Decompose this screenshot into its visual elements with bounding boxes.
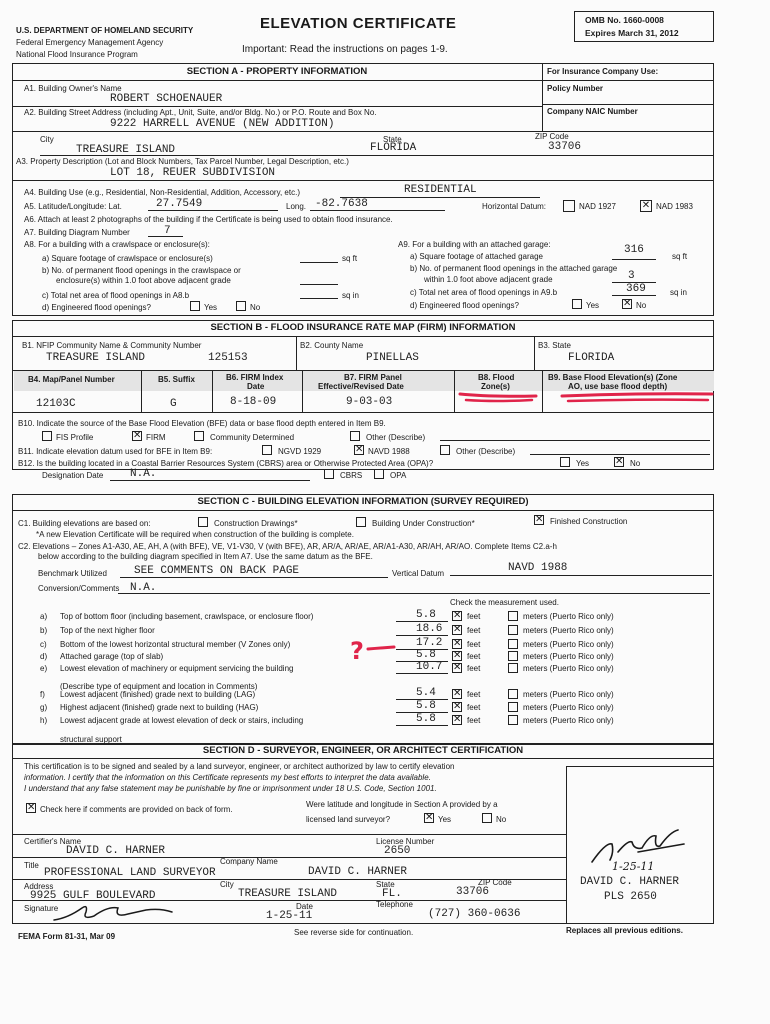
insurance-use-label: For Insurance Company Use: [547, 67, 659, 76]
row-letter: a) [40, 612, 48, 621]
c2-text-cont: below according to the building diagram specified in Item A7. Use the same datum as the BFE. [38, 552, 373, 561]
state-field[interactable]: FLORIDA [370, 142, 417, 154]
feet-label: feet [467, 664, 481, 673]
b11-label: B11. Indicate elevation datum used for BFE in Item B9: [18, 447, 213, 456]
feet-label: feet [467, 703, 481, 712]
a9d-no-label: No [636, 301, 647, 310]
feet-label: feet [467, 690, 481, 699]
certifier-name-label: Certifier's Name [24, 837, 82, 846]
map-panel-field[interactable]: 12103C [36, 398, 76, 410]
a8b-label-cont: enclosure(s) within 1.0 foot above adjacent grade [56, 276, 231, 285]
divider [12, 180, 714, 181]
zip-label-d: ZIP Code [478, 878, 512, 887]
divider [396, 635, 448, 636]
cbrs-no-checkbox[interactable]: ✕ [615, 456, 624, 467]
certification-text-2: information. I certify that the information on this Certificate represents my best efforts to interpret the data available. [24, 773, 431, 782]
seal-date: 1-25-11 [612, 860, 655, 873]
community-determined-checkbox[interactable] [194, 431, 204, 441]
construction-drawings-checkbox[interactable] [198, 517, 208, 527]
elevation-value-field[interactable]: 18.6 [416, 623, 443, 635]
divider [12, 131, 714, 132]
red-pen-highlight [450, 388, 720, 410]
telephone-label: Telephone [376, 900, 413, 909]
community-name-field[interactable]: TREASURE ISLAND [46, 352, 146, 364]
arrow-stroke [368, 647, 394, 649]
company-label: Company Name [220, 857, 278, 866]
b5-label: B5. Suffix [158, 375, 195, 384]
cbrs-no-label: No [630, 459, 641, 468]
b3-label: B3. State [538, 341, 571, 350]
other-source-label: Other (Describe) [366, 433, 426, 442]
meters-label: meters (Puerto Rico only) [523, 703, 614, 712]
title-label: Title [24, 861, 39, 870]
a9-label: A9. For a building with an attached garage: [398, 240, 551, 249]
longitude-label: Long. [286, 202, 307, 211]
b6-label-cont: Date [247, 382, 265, 391]
city-label: City [40, 135, 54, 144]
feet-checkbox[interactable]: ✕ [453, 650, 462, 661]
a4-label: A4. Building Use (e.g., Residential, Non-Residential, Addition, Accessory, etc.) [24, 188, 300, 197]
divider [141, 370, 142, 412]
divider [12, 336, 714, 337]
b7-label-cont: Effective/Revised Date [318, 382, 404, 391]
elevation-value-field[interactable]: 5.8 [416, 700, 436, 712]
meters-checkbox[interactable] [508, 663, 518, 673]
license-field[interactable]: 2650 [384, 845, 411, 857]
a6-label: A6. Attach at least 2 photographs of the building if the Certificate is being used to obtain flood insurance. [24, 215, 393, 224]
row-letter: b) [40, 626, 48, 635]
seal-pls: PLS 2650 [604, 891, 657, 903]
divider [12, 106, 542, 107]
form-number: FEMA Form 81-31, Mar 09 [18, 932, 116, 941]
certifier-signature[interactable] [48, 898, 178, 926]
a5-label: A5. Latitude/Longitude: Lat. [24, 202, 122, 211]
divider [534, 336, 535, 370]
a7-label: A7. Building Diagram Number [24, 228, 130, 237]
b6-label: B6. FIRM Index [226, 373, 284, 382]
row-label: Attached garage (top of slab) [60, 652, 164, 661]
other-datum-label: Other (Describe) [456, 447, 516, 456]
nad1927-label: NAD 1927 [579, 202, 616, 211]
row-label: Top of the next higher floor [60, 626, 155, 635]
latlong-yes-checkbox[interactable]: ✕ [425, 812, 434, 823]
b2-label: B2. County Name [300, 341, 364, 350]
row-label: Bottom of the lowest horizontal structural member (V Zones only) [60, 640, 291, 649]
divider [440, 440, 710, 441]
b8-label-cont: Zone(s) [481, 382, 510, 391]
state-label: State [383, 135, 402, 144]
divider [396, 621, 448, 622]
elevation-value-field[interactable]: 17.2 [416, 637, 443, 649]
elevation-value-field[interactable]: 5.4 [416, 687, 436, 699]
a9b-label-cont: within 1.0 foot above adjacent grade [424, 275, 553, 284]
latlong-yes-label: Yes [438, 815, 452, 824]
agency-name: U.S. DEPARTMENT OF HOMELAND SECURITY [16, 26, 194, 35]
designation-date-label: Designation Date [42, 471, 104, 480]
meters-label: meters (Puerto Rico only) [523, 690, 614, 699]
meters-label: meters (Puerto Rico only) [523, 664, 614, 673]
latlong-no-checkbox[interactable] [482, 813, 492, 823]
benchmark-field[interactable]: SEE COMMENTS ON BACK PAGE [134, 565, 300, 577]
meters-label: meters (Puerto Rico only) [523, 652, 614, 661]
feet-label: feet [467, 716, 481, 725]
certification-text: This certification is to be signed and sealed by a land surveyor, engineer, or architect authorized by law to certify elevation [24, 762, 455, 771]
signature-stroke [54, 907, 172, 920]
signature-stroke [592, 830, 684, 862]
feet-label: feet [467, 626, 481, 635]
date-label: Date [296, 902, 313, 911]
seal-name: DAVID C. HARNER [580, 876, 680, 888]
divider [302, 370, 303, 412]
latlong-no-label: No [496, 815, 507, 824]
a8d-yes-label: Yes [204, 303, 218, 312]
zip-field-d[interactable]: 33706 [456, 886, 490, 898]
a9d-label: d) Engineered flood openings? [410, 301, 519, 310]
state-label-d: State [376, 880, 395, 889]
row-label: Lowest elevation of machinery or equipment servicing the building [60, 664, 294, 673]
finished-construction-label: Finished Construction [550, 517, 628, 526]
a1-label: A1. Building Owner's Name [24, 84, 122, 93]
meters-checkbox[interactable] [508, 625, 518, 635]
b7-label: B7. FIRM Panel [344, 373, 402, 382]
divider [310, 210, 445, 211]
meters-label: meters (Puerto Rico only) [523, 716, 614, 725]
a8-label: A8. For a building with a crawlspace or enclosure(s): [24, 240, 210, 249]
feet-checkbox[interactable]: ✕ [453, 610, 462, 621]
other-datum-checkbox[interactable] [440, 445, 450, 455]
divider [40, 155, 713, 156]
garage-openings-area-field[interactable]: 369 [626, 283, 646, 295]
program-name: National Flood Insurance Program [16, 50, 138, 59]
a9c-label: c) Total net area of flood openings in A9.b [410, 288, 558, 297]
row-label: Lowest adjacent grade at lowest elevation of deck or stairs, including [60, 716, 304, 725]
a8d-label: d) Engineered flood openings? [42, 303, 151, 312]
divider [148, 236, 183, 237]
b9-label-cont: AO, use base flood depth) [568, 382, 668, 391]
row-label: Lowest adjacent (finished) grade next to building (LAG) [60, 690, 256, 699]
a8a-unit: sq ft [342, 254, 358, 263]
instructions-note: Important: Read the instructions on pages 1-9. [242, 44, 448, 55]
continuation-note: See reverse side for continuation. [294, 928, 414, 937]
meters-checkbox[interactable] [508, 611, 518, 621]
divider [12, 758, 714, 759]
zone-highlight-stroke [466, 400, 532, 401]
city-field[interactable]: TREASURE ISLAND [76, 144, 176, 156]
section-b-heading: SECTION B - FLOOD INSURANCE RATE MAP (FIRM) INFORMATION [210, 322, 516, 333]
bfe-highlight-stroke [568, 400, 708, 401]
firm-panel-date-field[interactable]: 9-03-03 [346, 396, 393, 408]
conversion-field[interactable]: N.A. [130, 582, 157, 594]
address-label: Address [24, 882, 54, 891]
address-field[interactable]: 9925 GULF BOULEVARD [30, 890, 156, 902]
telephone-field[interactable]: (727) 360-0636 [428, 908, 521, 920]
construction-drawings-label: Construction Drawings* [214, 519, 298, 528]
c2-text: C2. Elevations – Zones A1-A30, AE, AH, A (with BFE), VE, V1-V30, V (with BFE), AR, AR/A, AR/AE, AR/A1-A30, AR/AH, AR/AO. Complete Items C2.a-h [18, 542, 557, 551]
divider [300, 262, 338, 263]
meters-label: meters (Puerto Rico only) [523, 626, 614, 635]
navd-label: NAVD 1988 [368, 447, 410, 456]
divider [612, 259, 656, 260]
title-field[interactable]: PROFESSIONAL LAND SURVEYOR [44, 867, 216, 879]
longitude-field[interactable]: -82.7638 [315, 198, 368, 210]
benchmark-label: Benchmark Utilized [38, 569, 107, 578]
conversion-label: Conversion/Comments [38, 584, 120, 593]
meters-checkbox[interactable] [508, 651, 518, 661]
feet-label: feet [467, 640, 481, 649]
certifier-name-field[interactable]: DAVID C. HARNER [66, 845, 166, 857]
divider [542, 63, 543, 131]
a9a-unit: sq ft [672, 252, 688, 261]
divider [542, 104, 714, 105]
navd-checkbox[interactable]: ✕ [355, 444, 364, 455]
meters-checkbox[interactable] [508, 702, 518, 712]
divider [12, 412, 714, 413]
nad1983-label: NAD 1983 [656, 202, 693, 211]
b10-label: B10. Indicate the source of the Base Flood Elevation (BFE) data or base flood depth entered in Item B9. [18, 419, 386, 428]
meters-label: meters (Puerto Rico only) [523, 640, 614, 649]
policy-number-label: Policy Number [547, 84, 604, 93]
divider [118, 593, 710, 594]
company-field[interactable]: DAVID C. HARNER [308, 866, 408, 878]
latlong-question: Were latitude and longitude in Section A provided by a [306, 800, 498, 809]
garage-openings-field[interactable]: 3 [628, 270, 635, 282]
expiration-date: Expires March 31, 2012 [585, 28, 679, 38]
community-determined-label: Community Determined [210, 433, 295, 442]
divider [396, 673, 448, 674]
row-letter: c) [40, 640, 47, 649]
row-h-subtext: structural support [60, 735, 122, 744]
divider [396, 725, 448, 726]
a9d-yes-label: Yes [586, 301, 600, 310]
a9b-label: b) No. of permanent flood openings in the attached garage [410, 264, 618, 273]
a8c-unit: sq in [342, 291, 359, 300]
row-label: Top of bottom floor (including basement, crawlspace, or enclosure floor) [60, 612, 314, 621]
certification-text-3: I understand that any false statement may be punishable by fine or imprisonment under 18 U.S. Code, Section 1001. [24, 784, 437, 793]
c1-note: *A new Elevation Certificate will be required when construction of the building is complete. [36, 530, 354, 539]
question-mark: ? [350, 637, 364, 664]
zip-label: ZIP Code [535, 132, 569, 141]
measurement-label: Check the measurement used. [450, 598, 559, 607]
a9d-no-checkbox[interactable]: ✕ [623, 298, 632, 309]
b12-label: B12. Is the building located in a Coastal Barrier Resources System (CBRS) area or Otherwise Protected Area (OPA)? [18, 459, 434, 468]
zone-highlight-stroke [460, 394, 536, 396]
agency-subname: Federal Emergency Management Agency [16, 38, 164, 47]
firm-index-date-field[interactable]: 8-18-09 [230, 396, 277, 408]
a8c-label: c) Total net area of flood openings in A8.b [42, 291, 190, 300]
divider [300, 284, 338, 285]
row-letter: g) [40, 703, 48, 712]
opa-checkbox[interactable] [374, 469, 384, 479]
divider [12, 834, 566, 835]
other-source-checkbox[interactable] [350, 431, 360, 441]
replaces-note: Replaces all previous editions. [566, 926, 683, 935]
elevation-value-field[interactable]: 5.8 [416, 713, 436, 725]
feet-checkbox[interactable]: ✕ [453, 662, 462, 673]
meters-checkbox[interactable] [508, 715, 518, 725]
divider [296, 336, 297, 370]
city-label-d: City [220, 880, 234, 889]
fis-checkbox[interactable] [42, 431, 52, 441]
diagram-number-field[interactable]: 7 [164, 225, 171, 237]
latitude-field[interactable]: 27.7549 [156, 198, 203, 210]
nad1927-checkbox[interactable] [563, 200, 575, 212]
a8b-label: b) No. of permanent flood openings in the crawlspace or [42, 266, 241, 275]
finished-construction-checkbox[interactable]: ✕ [535, 514, 544, 525]
license-label: License Number [376, 837, 435, 846]
divider [612, 295, 656, 296]
suffix-field[interactable]: G [170, 398, 177, 410]
feet-checkbox[interactable]: ✕ [453, 624, 462, 635]
under-construction-label: Building Under Construction* [372, 519, 475, 528]
cbrs-label: CBRS [340, 471, 363, 480]
row-letter: f) [40, 690, 45, 699]
section-a-heading: SECTION A - PROPERTY INFORMATION [186, 66, 368, 77]
zip-field[interactable]: 33706 [548, 141, 582, 153]
a8d-no-label: No [250, 303, 261, 312]
feet-checkbox[interactable]: ✕ [453, 714, 462, 725]
ngvd-checkbox[interactable] [262, 445, 272, 455]
divider [530, 454, 710, 455]
row-letter: e) [40, 664, 48, 673]
divider [110, 480, 310, 481]
date-field[interactable]: 1-25-11 [266, 910, 313, 922]
divider [148, 210, 278, 211]
vertical-datum-label: Vertical Datum [392, 569, 445, 578]
signature-label: Signature [24, 904, 59, 913]
omb-number: OMB No. 1660-0008 [585, 15, 664, 25]
state-field-d[interactable]: FL. [382, 888, 402, 900]
b1-label: B1. NFIP Community Name & Community Number [22, 341, 202, 350]
a8d-no-checkbox[interactable] [236, 301, 246, 311]
state-field-b3[interactable]: FLORIDA [568, 352, 615, 364]
row-label: Highest adjacent (finished) grade next to building (HAG) [60, 703, 259, 712]
divider [450, 575, 712, 576]
elevation-value-field[interactable]: 5.8 [416, 649, 436, 661]
a8a-label: a) Square footage of crawlspace or enclosure(s) [42, 254, 213, 263]
garage-sqft-field[interactable]: 316 [624, 244, 644, 256]
fis-label: FIS Profile [56, 433, 94, 442]
horizontal-datum-label: Horizontal Datum: [482, 202, 547, 211]
owner-name-field[interactable]: ROBERT SCHOENAUER [110, 93, 223, 105]
county-field[interactable]: PINELLAS [366, 352, 419, 364]
a8d-yes-checkbox[interactable] [190, 301, 200, 311]
cbrs-yes-label: Yes [576, 459, 590, 468]
b8-label: B8. Flood [478, 373, 515, 382]
meters-checkbox[interactable] [508, 689, 518, 699]
cbrs-checkbox[interactable] [324, 469, 334, 479]
city-field-d[interactable]: TREASURE ISLAND [238, 888, 338, 900]
b9-label: B9. Base Flood Elevation(s) (Zone [548, 373, 678, 382]
a9d-yes-checkbox[interactable] [572, 299, 582, 309]
building-use-field[interactable]: RESIDENTIAL [404, 184, 477, 196]
meters-label: meters (Puerto Rico only) [523, 612, 614, 621]
feet-label: feet [467, 612, 481, 621]
a2-label: A2. Building Street Address (including Apt., Unit, Suite, and/or Bldg. No.) or P.O. Route and Box No. [24, 108, 377, 117]
feet-checkbox[interactable]: ✕ [453, 688, 462, 699]
row-e-subtext: (Describe type of equipment and location in Comments) [60, 682, 258, 691]
naic-number-label: Company NAIC Number [547, 107, 638, 116]
cbrs-yes-checkbox[interactable] [560, 457, 570, 467]
comments-checkbox[interactable]: ✕ [27, 802, 36, 813]
bfe-highlight-stroke [562, 394, 712, 396]
elevation-value-field[interactable]: 10.7 [416, 661, 443, 673]
under-construction-checkbox[interactable] [356, 517, 366, 527]
divider [12, 510, 714, 511]
firm-checkbox[interactable]: ✕ [133, 430, 142, 441]
property-description-field[interactable]: LOT 18, REUER SUBDIVISION [110, 167, 276, 179]
elevation-value-field[interactable]: 5.8 [416, 609, 436, 621]
divider [120, 577, 388, 578]
divider [340, 197, 540, 198]
divider [212, 370, 213, 412]
opa-label: OPA [390, 471, 407, 480]
meters-checkbox[interactable] [508, 639, 518, 649]
ngvd-label: NGVD 1929 [278, 447, 322, 456]
street-address-field[interactable]: 9222 HARRELL AVENUE (NEW ADDITION) [110, 118, 335, 130]
nad1983-checkbox[interactable]: ✕ [641, 200, 651, 211]
row-letter: h) [40, 716, 48, 725]
feet-label: feet [467, 652, 481, 661]
section-d-heading: SECTION D - SURVEYOR, ENGINEER, OR ARCHITECT CERTIFICATION [202, 745, 524, 756]
a3-label: A3. Property Description (Lot and Block Numbers, Tax Parcel Number, Legal Description, etc.) [16, 157, 349, 166]
divider [12, 80, 714, 81]
red-question-annotation [348, 634, 398, 664]
firm-label: FIRM [146, 433, 166, 442]
c1-label: C1. Building elevations are based on: [18, 519, 151, 528]
community-number-field[interactable]: 125153 [208, 352, 248, 364]
section-c-heading: SECTION C - BUILDING ELEVATION INFORMATION (SURVEY REQUIRED) [197, 496, 529, 507]
comments-check-label: Check here if comments are provided on back of form. [40, 805, 233, 814]
b4-label: B4. Map/Panel Number [28, 375, 115, 384]
latlong-question-cont: licensed land surveyor? [306, 815, 391, 824]
a9c-unit: sq in [670, 288, 687, 297]
divider [12, 857, 566, 858]
vertical-datum-field[interactable]: NAVD 1988 [508, 562, 568, 574]
a9a-label: a) Square footage of attached garage [410, 252, 543, 261]
feet-checkbox[interactable]: ✕ [453, 701, 462, 712]
form-title: ELEVATION CERTIFICATE [260, 15, 457, 32]
divider [300, 298, 338, 299]
feet-checkbox[interactable]: ✕ [453, 638, 462, 649]
row-letter: d) [40, 652, 48, 661]
designation-date-field[interactable]: N.A. [130, 468, 157, 480]
